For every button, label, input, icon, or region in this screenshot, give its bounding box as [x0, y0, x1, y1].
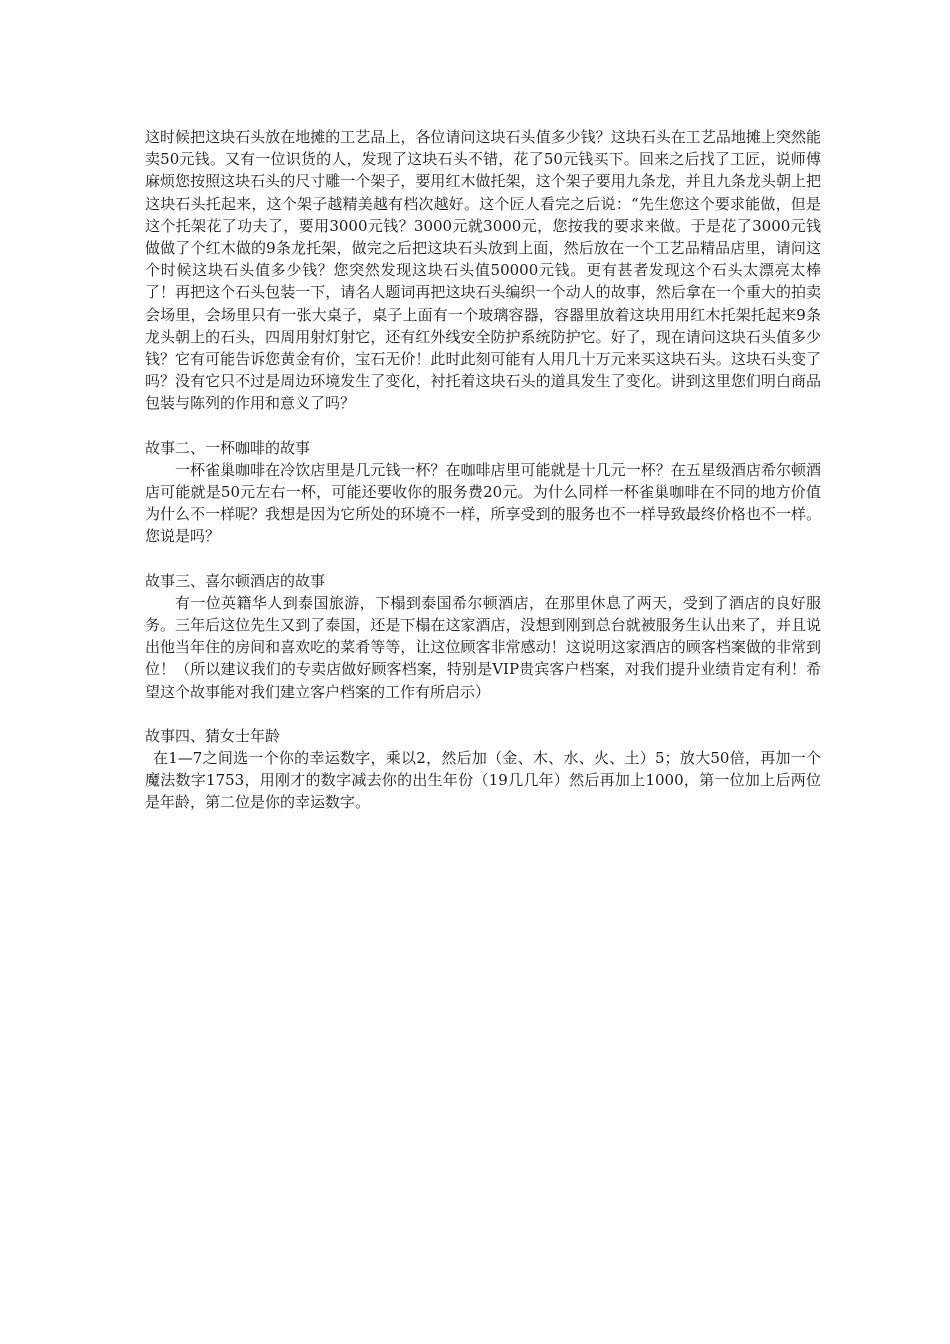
story1-paragraph: 这时候把这块石头放在地摊的工艺品上，各位请问这块石头值多少钱？这块石头在工艺品地摊上突然能卖50元钱。又有一位识货的人，发现了这块石头不错，花了50元钱买下。回来之后找了工匠，说师傅麻烦您按照这块石头的尺寸雕一个架子，要用红木做托架，这个架子要用九条龙，并且九条龙头朝上把这块石头托起来，这个架子越精美越有档次越好。这个匠人看完之后说：“先生您这个要求能做，但是这个托架花了功夫了，要用3000元钱？3000元就3000元，您按我的要求来做。于是花了3000元钱做做了个红木做的9条龙托架，做完之后把这块石头放到上面，然后放在一个工艺品精品店里，请问这个时候这块石头值多少钱？您突然发现这块石头值50000元钱。更有甚者发现这个石头太漂亮太棒了！再把这个石头包装一下，请名人题词再把这块石头编织一个动人的故事，然后拿在一个重大的拍卖会场里，会场里只有一张大桌子，桌子上面有一个玻璃容器，容器里放着这块用用红木托架托起来9条龙头朝上的石头，四周用射灯射它，还有红外线安全防护系统防护它。好了，现在请问这块石头值多少钱？它有可能告诉您黄金有价，宝石无价！此时此刻可能有人用几十万元来买这块石头。这块石头变了吗？没有它只不过是周边环境发生了变化，衬托着这块石头的道具发生了变化。讲到这里您们明白商品包装与陈列的作用和意义了吗？: [145, 128, 821, 413]
story2-paragraph: 一杯雀巢咖啡在冷饮店里是几元钱一杯？在咖啡店里可能就是十几元一杯？在五星级酒店希尔顿酒店可能就是50元左右一杯，可能还要收你的服务费20元。为什么同样一杯雀巢咖啡在不同的地方价值为什么不一样呢？我想是因为它所处的环境不一样，所享受到的服务也不一样导致最终价格也不一样。您说是吗？: [145, 460, 821, 546]
story3-heading: 故事三、喜尔顿酒店的故事: [145, 571, 326, 590]
document-page: [145, 126, 821, 814]
paragraph-spacer: [145, 703, 821, 725]
story4-heading: 故事四、猜女士年龄: [145, 726, 281, 745]
story3-paragraph: 有一位英籍华人到泰国旅游，下榻到泰国希尔顿酒店，在那里休息了两天，受到了酒店的良好服务。三年后这位先生又到了泰国，还是下榻在这家酒店，没想到刚到总台就被服务生认出来了，并且说出他当年住的房间和喜欢吃的菜肴等等，让这位顾客非常感动！这说明这家酒店的顾客档案做的非常到位！（所以建议我们的专卖店做好顾客档案，特别是VIP贵宾客户档案，对我们提升业绩肯定有利！希望这个故事能对我们建立客户档案的工作有所启示）: [145, 593, 821, 701]
paragraph-spacer: [145, 415, 821, 437]
story4-paragraph: 在1—7之间选一个你的幸运数字，乘以2，然后加（金、木、水、火、土）5；放大50倍，再加一个魔法数字1753，用刚才的数字减去你的出生年份（19几几年）然后再加上1000，第一位加上后两位是年龄，第二位是你的幸运数字。: [145, 749, 821, 812]
story2-heading: 故事二、一杯咖啡的故事: [145, 438, 311, 457]
paragraph-spacer: [145, 548, 821, 570]
